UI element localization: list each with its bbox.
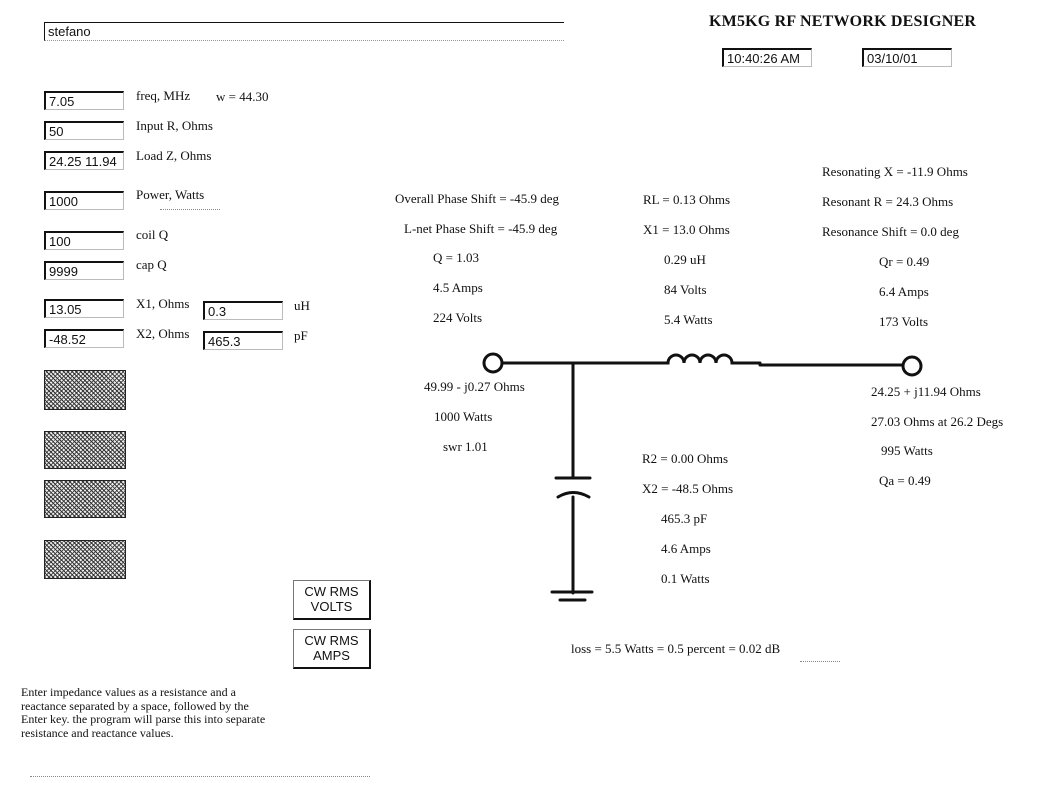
ground-icon [552,592,592,600]
q-value: Q = 1.03 [433,250,479,265]
x1-input[interactable]: 13.05 [44,299,124,318]
x1-result: X1 = 13.0 Ohms [643,222,730,237]
coil-q-label: coil Q [136,227,169,242]
x1-label: X1, Ohms [136,296,190,311]
cap-capacitance: 465.3 pF [661,511,708,526]
input-r-label: Input R, Ohms [136,118,213,133]
artifact-line [160,209,220,211]
help-text: Enter impedance values as a resistance and a reactance separated by a space, followed by the Enter key. the program will parse this into separate resistance and reactance values. [21,685,266,740]
app-title: KM5KG RF NETWORK DESIGNER [709,13,977,30]
resonant-r: Resonant R = 24.3 Ohms [822,194,954,209]
time-field[interactable]: 10:40:26 AM [722,48,812,67]
freq-label: freq, MHz [136,88,191,103]
load-polar: 27.03 Ohms at 26.2 Degs [871,414,1004,429]
cw-rms-volts-button[interactable]: CW RMS VOLTS [293,580,371,620]
qr-value: Qr = 0.49 [879,254,930,269]
artifact-line [30,776,370,778]
coil-inductance: 0.29 uH [664,252,706,267]
coil-watts: 5.4 Watts [664,312,713,327]
load-impedance: 24.25 + j11.94 Ohms [871,384,981,399]
output-volts: 173 Volts [879,314,929,329]
power-input[interactable]: 1000 [44,191,124,210]
freq-input[interactable]: 7.05 [44,91,124,110]
input-terminal [484,354,502,372]
capacitance-input[interactable]: 465.3 [203,331,283,350]
date-field[interactable]: 03/10/01 [862,48,952,67]
action-button-4[interactable] [44,540,126,579]
cw-rms-amps-button[interactable]: CW RMS AMPS [293,629,371,669]
input-r-input[interactable]: 50 [44,121,124,140]
lnet-phase-shift: L-net Phase Shift = -45.9 deg [404,221,558,236]
input-amps: 4.5 Amps [433,280,483,295]
load-z-input[interactable]: 24.25 11.94 [44,151,124,170]
input-impedance: 49.99 - j0.27 Ohms [424,379,525,394]
input-watts: 1000 Watts [434,409,493,424]
load-watts: 995 Watts [881,443,933,458]
input-volts: 224 Volts [433,310,483,325]
omega-readout: w = 44.30 [216,89,269,104]
cap-watts: 0.1 Watts [661,571,710,586]
capacitor-icon [556,478,590,497]
capacitance-unit: pF [294,328,308,343]
action-button-2[interactable] [44,431,126,469]
x2-label: X2, Ohms [136,326,190,341]
x2-input[interactable]: -48.52 [44,329,124,348]
name-field[interactable]: stefano [44,22,564,41]
load-z-label: Load Z, Ohms [136,148,212,163]
inductance-unit: uH [294,298,310,313]
artifact-line [800,661,840,663]
rl-value: RL = 0.13 Ohms [643,192,731,207]
qa-value: Qa = 0.49 [879,473,931,488]
output-amps: 6.4 Amps [879,284,929,299]
coil-q-input[interactable]: 100 [44,231,124,250]
cap-q-input[interactable]: 9999 [44,261,124,280]
loss-summary: loss = 5.5 Watts = 0.5 percent = 0.02 dB [571,641,781,656]
inductor-icon [643,355,760,363]
action-button-3[interactable] [44,480,126,518]
cap-amps: 4.6 Amps [661,541,711,556]
swr-value: swr 1.01 [443,439,488,454]
cap-q-label: cap Q [136,257,167,272]
r2-value: R2 = 0.00 Ohms [642,451,729,466]
x2-result: X2 = -48.5 Ohms [642,481,734,496]
overall-phase-shift: Overall Phase Shift = -45.9 deg [395,191,560,206]
inductance-input[interactable]: 0.3 [203,301,283,320]
power-label: Power, Watts [136,187,205,202]
action-button-1[interactable] [44,370,126,410]
coil-volts: 84 Volts [664,282,707,297]
output-terminal [903,357,921,375]
resonance-shift: Resonance Shift = 0.0 deg [822,224,959,239]
resonating-x: Resonating X = -11.9 Ohms [822,164,968,179]
